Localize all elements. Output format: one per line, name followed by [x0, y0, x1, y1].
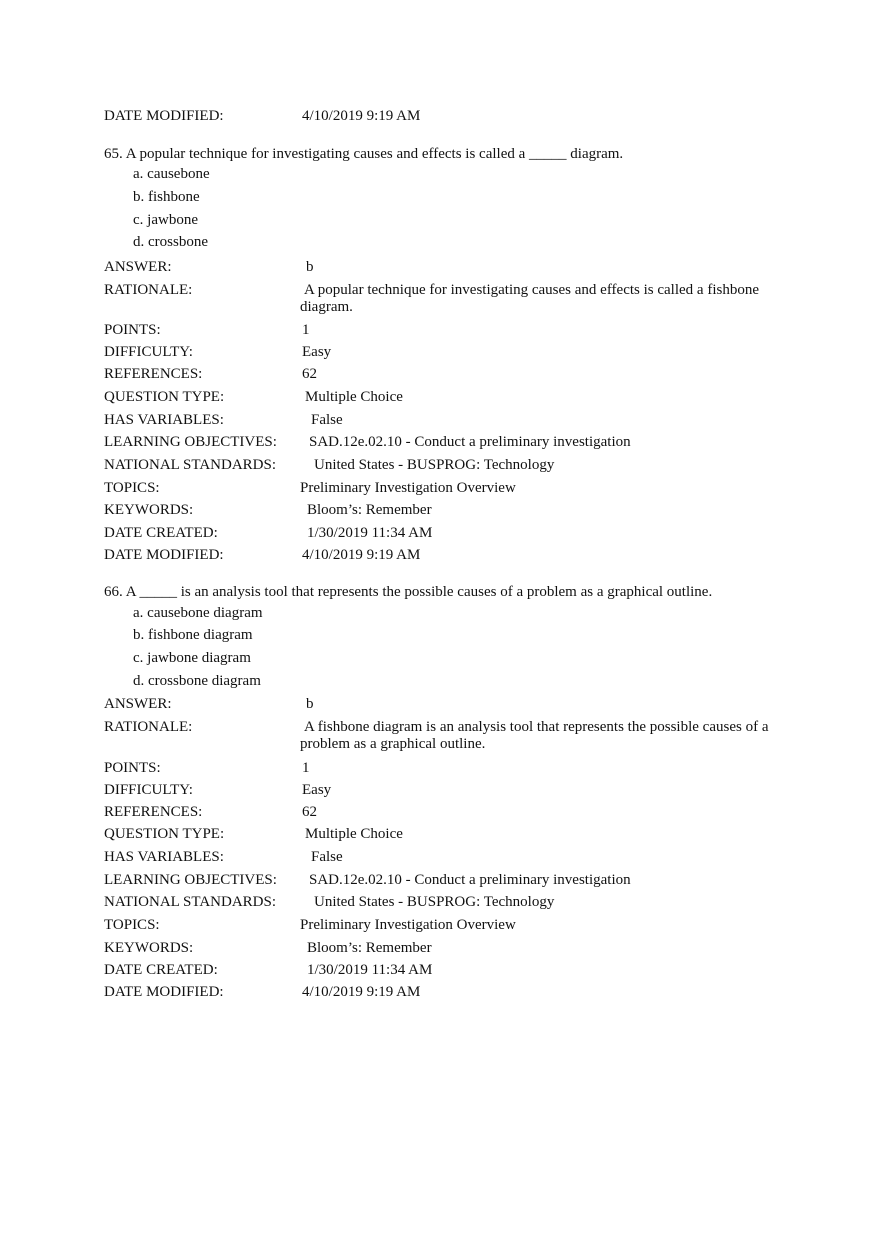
- question-stem: [104, 146, 623, 163]
- meta-value: United States - BUSPROG: Technology: [314, 457, 555, 473]
- meta-label: ANSWER:: [104, 696, 172, 712]
- meta-label: LEARNING OBJECTIVES:: [104, 872, 277, 888]
- meta-label: KEYWORDS:: [104, 502, 194, 518]
- meta-value: 4/10/2019 9:19 AM: [302, 984, 421, 1000]
- meta-value: 4/10/2019 9:19 AM: [302, 108, 421, 124]
- meta-label: HAS VARIABLES:: [104, 412, 224, 428]
- meta-value: False: [311, 849, 343, 865]
- meta-value: 1: [302, 322, 310, 338]
- meta-value: Easy: [302, 782, 332, 798]
- meta-value: b: [306, 259, 314, 275]
- meta-label: DATE MODIFIED:: [104, 108, 224, 124]
- meta-value: 4/10/2019 9:19 AM: [302, 547, 421, 563]
- option-b: b. fishbone: [133, 189, 200, 205]
- meta-label: POINTS:: [104, 322, 161, 338]
- meta-label: HAS VARIABLES:: [104, 849, 224, 865]
- meta-label: DATE CREATED:: [104, 962, 218, 978]
- question-number: 66.: [104, 584, 123, 600]
- meta-value: Multiple Choice: [305, 389, 403, 405]
- meta-value: False: [311, 412, 343, 428]
- meta-label: DATE MODIFIED:: [104, 547, 224, 563]
- meta-label: DIFFICULTY:: [104, 344, 193, 360]
- option-c: c. jawbone: [133, 212, 198, 228]
- meta-value: SAD.12e.02.10 - Conduct a preliminary investigation: [309, 872, 631, 888]
- meta-label: QUESTION TYPE:: [104, 389, 225, 405]
- option-a: a. causebone diagram: [133, 605, 263, 621]
- meta-value: 1/30/2019 11:34 AM: [307, 525, 433, 541]
- meta-value: 62: [302, 366, 317, 382]
- option-c: c. jawbone diagram: [133, 650, 251, 666]
- meta-value: United States - BUSPROG: Technology: [314, 894, 555, 910]
- meta-value: 1: [302, 760, 310, 776]
- meta-value: A popular technique for investigating causes and effects is called a fishbone diagram.: [300, 282, 759, 315]
- meta-value: Bloom’s: Remember: [307, 940, 432, 956]
- meta-label: DATE MODIFIED:: [104, 984, 224, 1000]
- meta-label: KEYWORDS:: [104, 940, 194, 956]
- option-a: a. causebone: [133, 166, 210, 182]
- meta-label: TOPICS:: [104, 917, 160, 933]
- meta-value: SAD.12e.02.10 - Conduct a preliminary investigation: [309, 434, 631, 450]
- meta-label: TOPICS:: [104, 480, 160, 496]
- meta-label: ANSWER:: [104, 259, 172, 275]
- meta-label: NATIONAL STANDARDS:: [104, 894, 276, 910]
- meta-value: 1/30/2019 11:34 AM: [307, 962, 433, 978]
- meta-label: DATE CREATED:: [104, 525, 218, 541]
- meta-value: b: [306, 696, 314, 712]
- question-text: A popular technique for investigating causes and effects is called a _____ diagram.: [125, 146, 624, 162]
- meta-value: A fishbone diagram is an analysis tool that represents the possible causes of a problem as a graphical outline.: [300, 719, 769, 752]
- meta-value: Easy: [302, 344, 332, 360]
- meta-value: Preliminary Investigation Overview: [300, 480, 516, 496]
- question-stem: [104, 584, 712, 601]
- meta-value: Bloom’s: Remember: [307, 502, 432, 518]
- question-number: 65.: [104, 146, 123, 162]
- meta-label: REFERENCES:: [104, 366, 203, 382]
- option-d: d. crossbone diagram: [133, 673, 261, 689]
- meta-value: Multiple Choice: [305, 826, 403, 842]
- meta-label: RATIONALE:: [104, 719, 193, 735]
- meta-label: RATIONALE:: [104, 282, 193, 298]
- meta-value: Preliminary Investigation Overview: [300, 917, 516, 933]
- option-b: b. fishbone diagram: [133, 627, 253, 643]
- meta-label: DIFFICULTY:: [104, 782, 193, 798]
- meta-label: REFERENCES:: [104, 804, 203, 820]
- meta-label: QUESTION TYPE:: [104, 826, 225, 842]
- question-text: A _____ is an analysis tool that represents the possible causes of a problem as a graphical outline.: [125, 584, 713, 600]
- option-d: d. crossbone: [133, 234, 208, 250]
- meta-label: NATIONAL STANDARDS:: [104, 457, 276, 473]
- meta-label: LEARNING OBJECTIVES:: [104, 434, 277, 450]
- meta-value: 62: [302, 804, 317, 820]
- meta-label: POINTS:: [104, 760, 161, 776]
